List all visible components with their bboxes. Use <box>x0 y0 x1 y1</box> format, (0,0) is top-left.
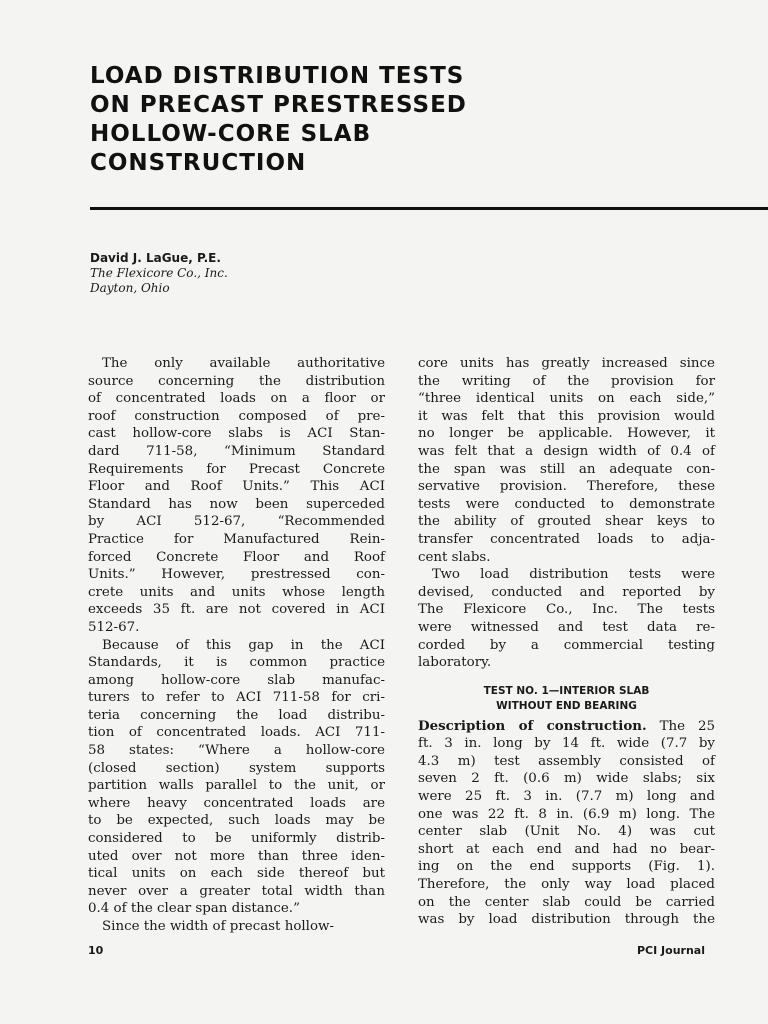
text-line: on the center slab could be carried <box>418 894 715 910</box>
text-line: 512-67. <box>88 619 140 635</box>
text-line: to be expected, such loads may be <box>88 813 385 829</box>
text-line: source concerning the distribution <box>88 373 385 389</box>
text-line: was felt that a design width of 0.4 of <box>418 443 715 459</box>
text-line: crete units and units whose length <box>88 584 385 600</box>
paragraph-lead <box>418 718 715 736</box>
text-line: cent slabs. <box>418 549 491 565</box>
text-line: The only available authoritative <box>102 356 385 371</box>
text-line: tical units on each side thereof but <box>88 866 385 882</box>
journal-name: PCI Journal <box>637 944 705 957</box>
run-in-heading: Description of construction. <box>418 717 647 734</box>
text-line: Floor and Roof Units.” This ACI <box>88 479 385 495</box>
title-rule <box>90 207 768 210</box>
text-line: were 25 ft. 3 in. (7.7 m) long and <box>418 789 715 805</box>
text-line: 4.3 m) test assembly consisted of <box>418 753 715 769</box>
text-line: Since the width of precast hollow- <box>102 919 334 934</box>
page-number: 10 <box>88 944 104 957</box>
text-line: considered to be uniformly distrib- <box>88 831 385 847</box>
text-line: Two load distribution tests were <box>432 567 715 583</box>
author-company: The Flexicore Co., Inc. <box>90 266 228 280</box>
text-line: cast hollow-core slabs is ACI Stan- <box>88 426 385 442</box>
text-line: partition walls parallel to the unit, or <box>88 778 385 794</box>
author-block <box>90 250 228 296</box>
section-heading <box>418 684 715 714</box>
text-line: among hollow-core slab manufac- <box>88 672 385 688</box>
text-line: never over a greater total width than <box>88 883 385 899</box>
right-column-intro <box>418 355 715 672</box>
text-line: core units has greatly increased since <box>418 356 715 371</box>
text-line: Because of this gap in the ACI <box>102 637 385 653</box>
text-line: the writing of the provision for <box>418 373 715 389</box>
text-line: Practice for Manufactured Rein- <box>88 531 385 547</box>
text-line: The Flexicore Co., Inc. The tests <box>418 602 715 618</box>
right-column-body <box>418 735 715 929</box>
author-name: David J. LaGue, P.E. <box>90 251 221 265</box>
text-line: “three identical units on each side,” <box>418 391 715 407</box>
text-line: Units.” However, prestressed con- <box>88 567 385 583</box>
text-line: teria concerning the load distribu- <box>88 707 385 723</box>
text-line: were witnessed and test data re- <box>418 619 715 635</box>
text-line: uted over not more than three iden- <box>88 848 385 864</box>
text-line: 0.4 of the clear span distance.” <box>88 901 300 917</box>
title-line: CONSTRUCTION <box>90 150 307 176</box>
text-line: seven 2 ft. (0.6 m) wide slabs; six <box>418 771 715 787</box>
text-line: ing on the end supports (Fig. 1). <box>418 859 715 875</box>
text-line: the span was still an adequate con- <box>418 461 715 477</box>
text-line: tion of concentrated loads. ACI 711- <box>88 725 385 741</box>
text-line: short at each end and had no bear- <box>418 841 715 857</box>
text-line: 58 states: “Where a hollow-core <box>88 743 385 759</box>
title-line: ON PRECAST PRESTRESSED <box>90 92 467 118</box>
text-line: Requirements for Precast Concrete <box>88 461 385 477</box>
text-line: laboratory. <box>418 655 492 671</box>
author-location: Dayton, Ohio <box>90 281 170 295</box>
text-line: exceeds 35 ft. are not covered in ACI <box>88 602 385 618</box>
text-line: no longer be applicable. However, it <box>418 426 715 442</box>
left-column <box>88 355 385 936</box>
text-line: Standards, it is common practice <box>88 655 385 671</box>
text-line: servative provision. Therefore, these <box>418 479 715 495</box>
text-line: turers to refer to ACI 711-58 for cri- <box>88 690 385 706</box>
text-line: where heavy concentrated loads are <box>88 795 385 811</box>
text-line: devised, conducted and reported by <box>418 584 715 600</box>
text-line: was by load distribution through the <box>418 912 715 928</box>
text-line: ft. 3 in. long by 14 ft. wide (7.7 by <box>418 736 715 752</box>
title-line: LOAD DISTRIBUTION TESTS <box>90 63 465 89</box>
text-line: tests were conducted to demonstrate <box>418 496 715 512</box>
text-line: corded by a commercial testing <box>418 637 715 653</box>
text-line: transfer concentrated loads to adja- <box>418 531 715 547</box>
text-line: forced Concrete Floor and Roof <box>88 549 385 565</box>
text-line: center slab (Unit No. 4) was cut <box>418 824 715 840</box>
right-column <box>418 355 715 929</box>
text-line: Standard has now been superceded <box>88 496 385 512</box>
text-line: one was 22 ft. 8 in. (6.9 m) long. The <box>418 806 715 822</box>
text-line: dard 711-58, “Minimum Standard <box>88 443 385 459</box>
text-line: Therefore, the only way load placed <box>418 877 715 893</box>
text-line: of concentrated loads on a floor or <box>88 391 385 407</box>
title-line: HOLLOW-CORE SLAB <box>90 121 372 147</box>
lead-text: The 25 <box>646 718 715 734</box>
text-line: it was felt that this provision would <box>418 408 715 424</box>
text-line: the ability of grouted shear keys to <box>418 514 715 530</box>
text-line: (closed section) system supports <box>88 760 385 776</box>
text-line: roof construction composed of pre- <box>88 408 385 424</box>
article-title <box>90 62 690 178</box>
section-heading-line: WITHOUT END BEARING <box>496 699 637 712</box>
text-line: by ACI 512-67, “Recommended <box>88 514 385 530</box>
section-heading-line: TEST NO. 1—INTERIOR SLAB <box>483 684 650 697</box>
